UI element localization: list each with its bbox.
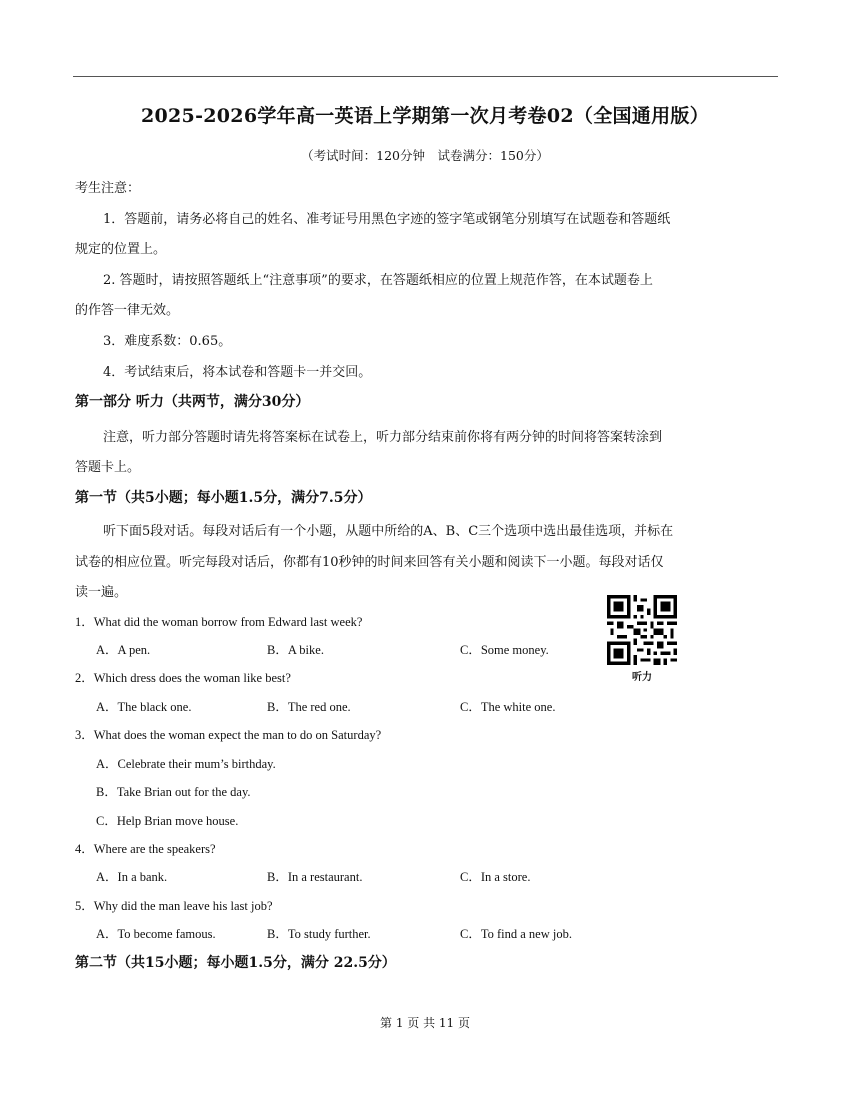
exam-subtitle: （考试时间：120分钟 试卷满分：150分） xyxy=(301,148,549,163)
question-3-option-c[interactable]: C．Help Brian move house. xyxy=(96,814,239,828)
question-3-option-a[interactable]: A．Celebrate their mum’s birthday. xyxy=(96,757,276,771)
question-2-option-b[interactable]: B．The red one. xyxy=(267,700,351,714)
question-4-option-c[interactable]: C．In a store. xyxy=(460,870,531,884)
part1-note: 注意，听力部分答题时请先将答案标在试卷上，听力部分结束前你将有两分钟的时间将答案转涂到 xyxy=(103,430,663,445)
question-2-option-a[interactable]: A．The black one. xyxy=(96,700,192,714)
question-1-option-b[interactable]: B．A bike. xyxy=(267,643,324,657)
question-1-option-a[interactable]: A．A pen. xyxy=(96,643,151,657)
section1-intro: 听下面5段对话。每段对话后有一个小题，从题中所给的A、B、C三个选项中选出最佳选项，并标在 xyxy=(103,524,674,539)
qr-label: 听力 xyxy=(632,672,652,683)
notice-item-1: 1．答题前，请务必将自己的姓名、准考证号用黑色字迹的签字笔或钢笔分别填写在试题卷和答题纸 xyxy=(103,212,671,227)
question-2: 2．Which dress does the woman like best? xyxy=(75,671,291,685)
section2-heading: 第二节（共15小题；每小题1.5分，满分 22.5分） xyxy=(75,955,396,971)
question-5: 5．Why did the man leave his last job? xyxy=(75,899,273,913)
notice-item-1-cont: 规定的位置上。 xyxy=(75,242,167,257)
notice-item-3: 3．难度系数：0.65。 xyxy=(103,334,232,349)
part1-heading: 第一部分 听力（共两节，满分30分） xyxy=(75,394,310,410)
question-1-option-c[interactable]: C．Some money. xyxy=(460,643,549,657)
question-4-option-a[interactable]: A．In a bank. xyxy=(96,870,168,884)
header-rule xyxy=(73,76,778,77)
question-2-option-c[interactable]: C．The white one. xyxy=(460,700,556,714)
part1-note-cont: 答题卡上。 xyxy=(75,460,141,475)
question-3: 3．What does the woman expect the man to do on Saturday? xyxy=(75,728,382,742)
notice-item-2: 2. 答题时，请按照答题纸上“注意事项”的要求，在答题纸相应的位置上规范作答，在本试题卷上 xyxy=(103,273,653,288)
notice-item-4: 4．考试结束后，将本试卷和答题卡一并交回。 xyxy=(103,365,372,380)
qr-code-icon[interactable] xyxy=(607,595,677,665)
question-3-option-b[interactable]: B．Take Brian out for the day. xyxy=(96,785,251,799)
section1-heading: 第一节（共5小题；每小题1.5分，满分7.5分） xyxy=(75,490,372,506)
question-5-option-b[interactable]: B．To study further. xyxy=(267,927,371,941)
section1-intro-cont: 试卷的相应位置。听完每段对话后，你都有10秒钟的时间来回答有关小题和阅读下一小题。每段对话仅 xyxy=(75,555,664,570)
question-5-option-a[interactable]: A．To become famous. xyxy=(96,927,216,941)
question-4: 4．Where are the speakers? xyxy=(75,842,216,856)
notice-heading: 考生注意： xyxy=(75,181,141,196)
page-number: 第 1 页 共 11 页 xyxy=(380,1016,470,1030)
question-4-option-b[interactable]: B．In a restaurant. xyxy=(267,870,363,884)
exam-title: 2025-2026学年高一英语上学期第一次月考卷02（全国通用版） xyxy=(141,105,709,127)
question-5-option-c[interactable]: C．To find a new job. xyxy=(460,927,572,941)
notice-item-2-cont: 的作答一律无效。 xyxy=(75,303,180,318)
question-1: 1．What did the woman borrow from Edward last week? xyxy=(75,615,363,629)
section1-intro-end: 读一遍。 xyxy=(75,585,128,600)
